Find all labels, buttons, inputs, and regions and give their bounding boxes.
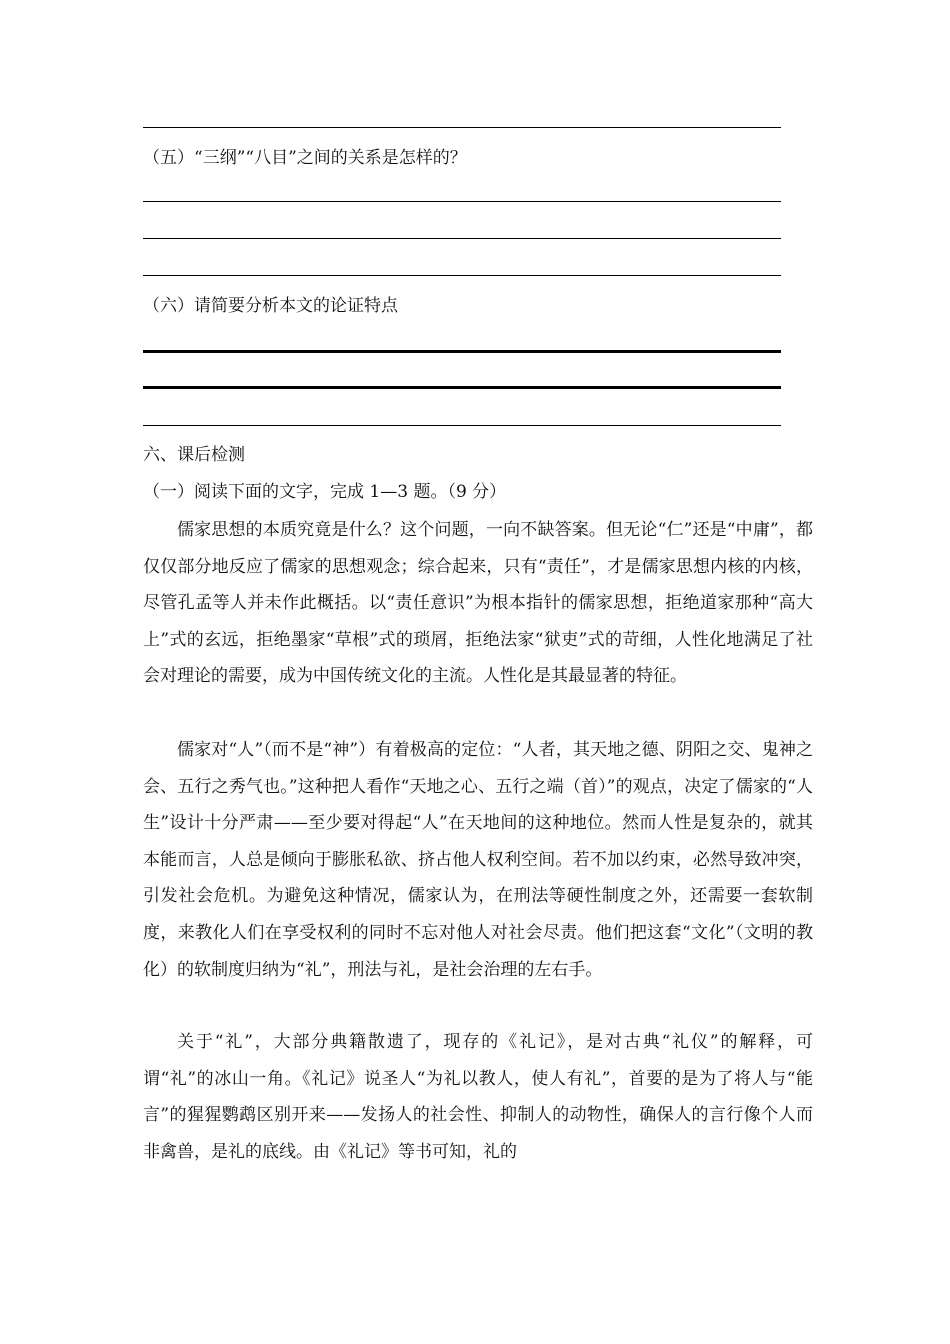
question-6: （六）请简要分析本文的论证特点 [143,296,398,316]
answer-line-q5-1 [143,201,781,202]
answer-line-q6-2 [143,386,781,389]
paragraph-1: 儒家思想的本质究竟是什么？这个问题，一向不缺答案。但无论“仁”还是“中庸”，都仅仅部分地反应了儒家的思想观念；综合起来，只有“责任”，才是儒家思想内核的内核，尽管孔孟等人并未作此概括。以“责任意识”为根本指针的儒家思想，拒绝道家那种“高大上”式的玄远，拒绝墨家“草根”式的琐屑，拒绝法家“狱吏”式的苛细，人性化地满足了社会对理论的需要，成为中国传统文化的主流。人性化是其最显著的特征。 [143,520,813,687]
question-5: （五）“三纲”“八目”之间的关系是怎样的？ [143,148,467,168]
answer-line-q5-2 [143,238,781,239]
answer-line-q6-1 [143,350,781,353]
answer-line-q6-3 [143,425,781,426]
paragraph-3: 关于“礼”，大部分典籍散遗了，现存的《礼记》，是对古典“礼仪”的解释，可谓“礼”的冰山一角。《礼记》说圣人“为礼以教人，使人有礼”，首要的是为了将人与“能言”的猩猩鹦鹉区别开来——发扬人的社会性、抑制人的动物性，确保人的言行像个人而非禽兽，是礼的底线。由《礼记》等书可知，礼的 [143,1032,813,1162]
answer-line-q5-3 [143,275,781,276]
section-heading: 六、课后检测 [143,445,245,465]
paragraph-2: 儒家对“人”（而不是“神”）有着极高的定位：“人者，其天地之德、阴阳之交、鬼神之会、五行之秀气也。”这种把人看作“天地之心、五行之端（首）”的观点，决定了儒家的“人生”设计十分严肃——至少要对得起“人”在天地间的这种地位。然而人性是复杂的，就其本能而言，人总是倾向于膨胀私欲、挤占他人权利空间。若不加以约束，必然导致冲突，引发社会危机。为避免这种情况，儒家认为，在刑法等硬性制度之外，还需要一套软制度，来教化人们在享受权利的同时不忘对他人对社会尽责。他们把这套“文化”（文明的教化）的软制度归纳为“礼”，刑法与礼，是社会治理的左右手。 [143,740,813,980]
answer-line-top [143,127,781,128]
part-heading: （一）阅读下面的文字，完成 1—3 题。（9 分） [143,482,507,502]
